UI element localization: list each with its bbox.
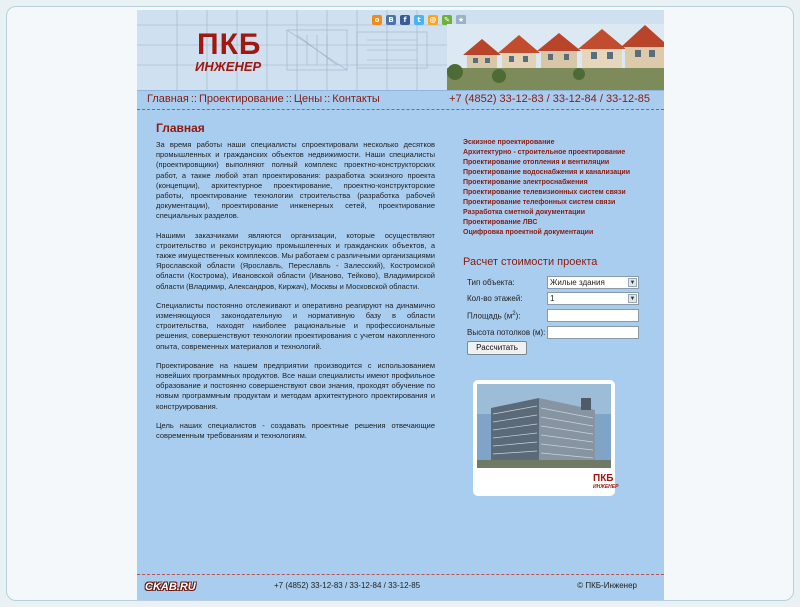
height-row xyxy=(467,326,662,340)
floors-value: 1 xyxy=(550,294,555,303)
calculator-title: Расчет стоимости проекта xyxy=(463,256,598,268)
content-paragraph: За время работы наши специалисты спроектировали несколько десятков промышленных и гражданских объектов недвижимости. Наши специалисты (проектировщики) выполняют полный комплекс проектно-конструкторских работ, а также любой этап проектирования: разработка эскизного проекта (концепции), архитектурное проектирование, проектно-конструкторские работы, проектирование технологии строительства (разработка рабочей документации), проектирование инженерных сетей, проектирование специальных разделов. xyxy=(156,140,435,221)
nav-prices[interactable]: Цены xyxy=(293,93,323,105)
height-label: Высота потолков (м): xyxy=(467,328,546,337)
header-phones: +7 (4852) 33-12-83 / 33-12-84 / 33-12-85 xyxy=(449,93,650,105)
logo-text: ПКБ xyxy=(197,28,262,61)
area-label-text: Площадь (м xyxy=(467,311,513,321)
site-page xyxy=(137,10,664,600)
content-paragraph: Цель наших специалистов - создавать проектные решения отвечающие современным требованиям и технологиям. xyxy=(156,420,435,441)
floors-select[interactable] xyxy=(547,292,639,305)
object-type-label: Тип объекта: xyxy=(467,278,515,287)
service-link-water[interactable]: Проектирование водоснабжения и канализации xyxy=(463,169,631,176)
houses-photo xyxy=(447,24,664,90)
service-link-estimate[interactable]: Разработка сметной документации xyxy=(463,209,586,216)
service-link-phone[interactable]: Проектирование телефонных систем связи xyxy=(463,199,616,206)
service-link-digitize[interactable]: Оцифровка проектной документации xyxy=(463,229,594,236)
watermark-text: ПКБ xyxy=(593,473,614,484)
main-menu xyxy=(147,93,380,105)
nav-contacts[interactable]: Контакты xyxy=(332,93,380,105)
header xyxy=(137,10,664,90)
floors-row xyxy=(467,292,662,306)
top-navigation xyxy=(137,90,664,110)
copyright: © ПКБ-Инженер xyxy=(577,581,637,590)
main-content xyxy=(156,140,435,450)
vk-icon[interactable]: B xyxy=(386,15,396,25)
twitter-icon[interactable]: t xyxy=(414,15,424,25)
service-link-sketch[interactable]: Эскизное проектирование xyxy=(463,139,555,146)
nav-separator: :: xyxy=(324,93,331,105)
chevron-down-icon: ▼ xyxy=(629,296,636,302)
facebook-icon[interactable]: f xyxy=(400,15,410,25)
nav-separator: :: xyxy=(285,93,292,105)
bookmark-icon[interactable]: ★ xyxy=(457,16,465,24)
nav-design[interactable]: Проектирование xyxy=(199,93,284,105)
floors-label: Кол-во этажей: xyxy=(467,294,523,303)
footer xyxy=(137,574,664,600)
content-paragraph: Нашими заказчиками являются организации, которые осуществляют строительство и реконструкцию промышленных и гражданских объектов, а также имущественных комплексов. Мы работаем с различными организациями Ярославской области (Ярославль, Переславль - Залесский), Костромской области (Кострома), Ивановской области (Иваново, Тейково), Владимирской области (Владимир, Александров, Киржач), Москвы и Московской области. xyxy=(156,230,435,291)
watermark-subtitle: ИНЖЕНЕР xyxy=(593,484,619,490)
page-title: Главная xyxy=(156,121,205,135)
content-paragraph: Проектирование на нашем предприятии производится с использованием новейших программных продуктов. Все наши специалисты имеют профильное образование и постоянно совершенствуют свои знания, проходят обучение по новым программным продуктам и методам архитектурного проектирования и конструирования. xyxy=(156,360,435,411)
service-link-tv[interactable]: Проектирование телевизионных систем связи xyxy=(463,189,626,196)
ceiling-height-input[interactable] xyxy=(547,326,639,339)
chevron-down-icon: ▼ xyxy=(629,280,636,286)
area-label-sup: 2 xyxy=(512,311,516,317)
service-link-architecture[interactable]: Архитектурно - строительное проектирование xyxy=(463,149,626,156)
services-menu xyxy=(463,138,658,238)
service-link-electric[interactable]: Проектирование электроснабжения xyxy=(463,179,588,186)
logo-subtitle: ИНЖЕНЕР xyxy=(195,59,262,74)
area-input[interactable] xyxy=(547,309,639,322)
nav-home[interactable]: Главная xyxy=(147,93,189,105)
ckab-badge[interactable]: CKAB.RU xyxy=(145,581,196,593)
site-logo[interactable] xyxy=(193,30,271,80)
area-label xyxy=(467,311,520,321)
content-paragraph: Специалисты постоянно отслеживают и оперативно реагируют на динамично изменяющуюся законодательную и нормативную базу в области строительства, находят наиболее рациональные и профессиональные решения, совершенствуют технологии проектирования с учетом накопленного опыта, современных материалов и технологий. xyxy=(156,300,435,351)
area-row xyxy=(467,309,662,323)
moimir-icon[interactable]: @ xyxy=(429,16,437,24)
service-link-lan[interactable]: Проектирование ЛВС xyxy=(463,219,538,226)
object-type-select[interactable] xyxy=(547,276,639,289)
area-label-end: ): xyxy=(515,311,521,321)
service-link-heating[interactable]: Проектирование отопления и вентиляции xyxy=(463,159,610,166)
livejournal-icon[interactable]: ✎ xyxy=(442,15,452,25)
object-type-value: Жилые здания xyxy=(550,278,605,287)
odnoklassniki-icon[interactable]: o xyxy=(372,15,382,25)
footer-phones: +7 (4852) 33-12-83 / 33-12-84 / 33-12-85 xyxy=(274,581,421,590)
nav-separator: :: xyxy=(190,93,197,105)
photo-watermark-logo xyxy=(593,474,623,490)
object-type-row xyxy=(467,276,662,290)
calculate-button[interactable]: Рассчитать xyxy=(467,341,527,355)
